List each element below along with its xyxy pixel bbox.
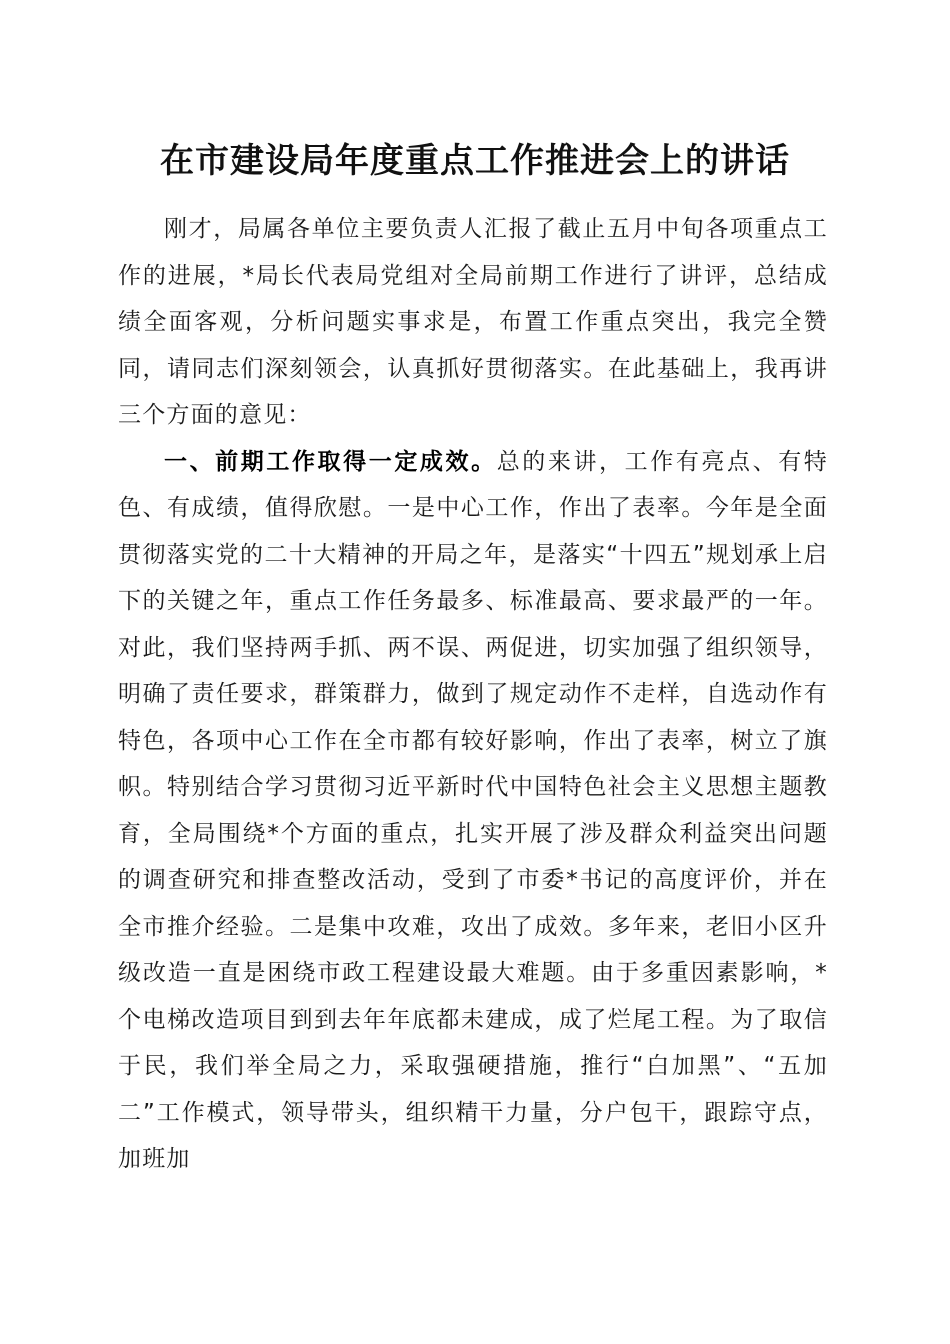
paragraph-intro-text: 刚才，局属各单位主要负责人汇报了截止五月中旬各项重点工作的进展，*局长代表局党组对全局前期工作进行了讲评，总结成绩全面客观，分析问题实事求是，布置工作重点突出，我完全赞同，请同志们深刻领会，认真抓好贯彻落实。在此基础上，我再讲三个方面的意见： <box>118 216 828 428</box>
document-title: 在市建设局年度重点工作推进会上的讲话 <box>160 141 790 181</box>
paragraph-section-one <box>118 439 828 1183</box>
paragraph-intro <box>118 206 828 439</box>
section-one-heading: 一、前期工作取得一定成效。 <box>164 448 497 475</box>
section-one-text: 总的来讲，工作有亮点、有特色、有成绩，值得欣慰。一是中心工作，作出了表率。今年是全面贯彻落实党的二十大精神的开局之年，是落实“十四五”规划承上启下的关键之年，重点工作任务最多、标准最高、要求最严的一年。对此，我们坚持两手抓、两不误、两促进，切实加强了组织领导，明确了责任要求，群策群力，做到了规定动作不走样，自选动作有特色，各项中心工作在全市都有较好影响，作出了表率，树立了旗帜。特别结合学习贯彻习近平新时代中国特色社会主义思想主题教育，全局围绕*个方面的重点，扎实开展了涉及群众利益突出问题的调查研究和排查整改活动，受到了市委*书记的高度评价，并在全市推介经验。二是集中攻难，攻出了成效。多年来，老旧小区升级改造一直是困绕市政工程建设最大难题。由于多重因素影响，*个电梯改造项目到到去年年底都未建成，成了烂尾工程。为了取信于民，我们举全局之力，采取强硬措施，推行“白加黑”、“五加二”工作模式，领导带头，组织精干力量，分户包干，跟踪守点，加班加 <box>118 448 828 1172</box>
document-body <box>118 206 828 1183</box>
